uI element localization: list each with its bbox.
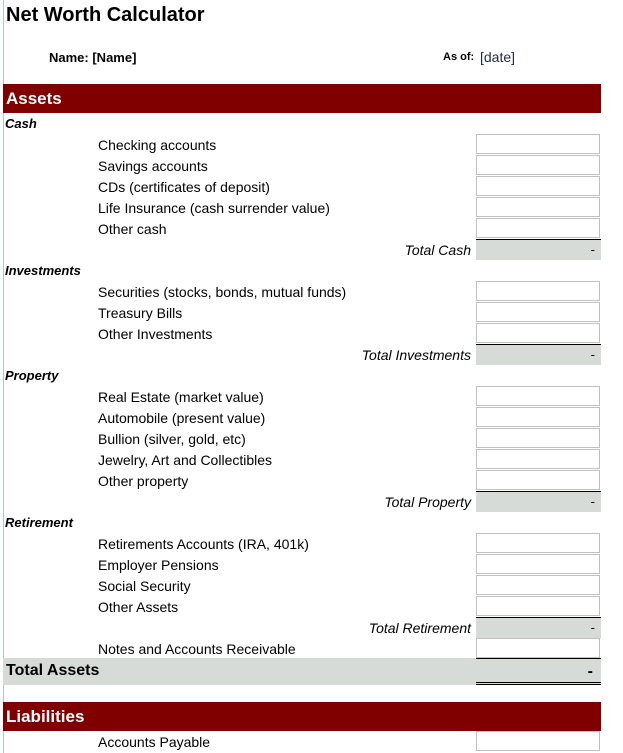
item-label: Social Security bbox=[98, 578, 191, 594]
item-label: Jewelry, Art and Collectibles bbox=[98, 452, 273, 468]
category-retirement: Retirement bbox=[5, 515, 73, 530]
total-investments-label: Total Investments bbox=[361, 347, 471, 363]
item-label: Accounts Payable bbox=[98, 734, 211, 750]
item-label: Retirements Accounts (IRA, 401k) bbox=[98, 536, 309, 552]
value-input[interactable] bbox=[476, 323, 600, 343]
item-label: Other property bbox=[98, 473, 189, 489]
total-assets-label: Total Assets bbox=[6, 662, 100, 679]
value-input[interactable] bbox=[476, 218, 600, 238]
value-input[interactable] bbox=[476, 407, 600, 427]
name-field[interactable]: Name: [Name] bbox=[49, 50, 137, 65]
page-title: Net Worth Calculator bbox=[6, 4, 205, 26]
liabilities-banner: Liabilities bbox=[3, 702, 601, 731]
total-cash-value: - bbox=[476, 239, 601, 260]
category-property: Property bbox=[5, 368, 59, 383]
total-assets-value: - bbox=[476, 658, 601, 685]
value-input[interactable] bbox=[476, 554, 600, 574]
item-label: Savings accounts bbox=[98, 158, 208, 174]
item-label: Life Insurance (cash surrender value) bbox=[98, 200, 330, 216]
value-input[interactable] bbox=[476, 134, 600, 154]
item-label: Checking accounts bbox=[98, 137, 217, 153]
item-label: Other Investments bbox=[98, 326, 213, 342]
category-investments: Investments bbox=[5, 263, 81, 278]
as-of-label: As of: bbox=[443, 51, 475, 63]
total-property-label: Total Property bbox=[384, 494, 471, 510]
category-cash: Cash bbox=[5, 116, 37, 131]
value-input[interactable] bbox=[476, 449, 600, 469]
value-input[interactable] bbox=[476, 428, 600, 448]
notes-receivable-input[interactable] bbox=[476, 638, 600, 658]
total-cash-label: Total Cash bbox=[404, 242, 471, 258]
value-input[interactable] bbox=[476, 533, 600, 553]
item-label: Employer Pensions bbox=[98, 557, 219, 573]
item-label: Treasury Bills bbox=[98, 305, 183, 321]
value-input[interactable] bbox=[476, 386, 600, 406]
total-investments-value: - bbox=[476, 344, 601, 365]
item-label: Bullion (silver, gold, etc) bbox=[98, 431, 246, 447]
total-property-value: - bbox=[476, 491, 601, 512]
notes-receivable-label: Notes and Accounts Receivable bbox=[98, 641, 296, 657]
value-input[interactable] bbox=[476, 470, 600, 490]
value-input[interactable] bbox=[476, 197, 600, 217]
value-input[interactable] bbox=[476, 731, 600, 751]
value-input[interactable] bbox=[476, 575, 600, 595]
value-input[interactable] bbox=[476, 281, 600, 301]
value-input[interactable] bbox=[476, 176, 600, 196]
as-of-date-field[interactable]: [date] bbox=[480, 49, 516, 65]
value-input[interactable] bbox=[476, 302, 600, 322]
total-retirement-label: Total Retirement bbox=[368, 620, 471, 636]
item-label: Securities (stocks, bonds, mutual funds) bbox=[98, 284, 347, 300]
item-label: Other Assets bbox=[98, 599, 179, 615]
item-label: CDs (certificates of deposit) bbox=[98, 179, 270, 195]
value-input[interactable] bbox=[476, 596, 600, 616]
item-label: Other cash bbox=[98, 221, 167, 237]
total-retirement-value: - bbox=[476, 617, 601, 638]
assets-banner: Assets bbox=[3, 84, 601, 113]
item-label: Automobile (present value) bbox=[98, 410, 266, 426]
value-input[interactable] bbox=[476, 155, 600, 175]
item-label: Real Estate (market value) bbox=[98, 389, 264, 405]
